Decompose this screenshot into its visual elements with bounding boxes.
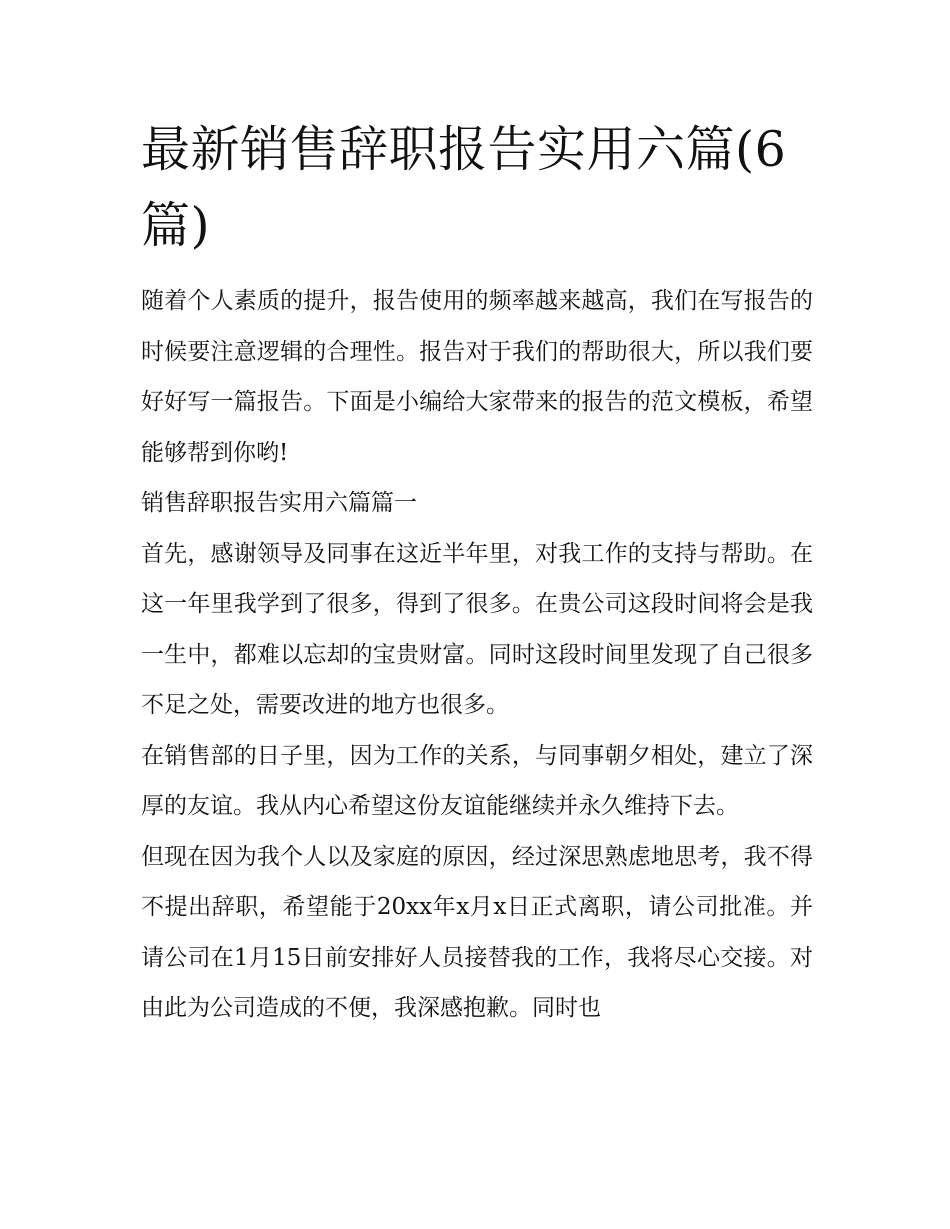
document-body [141,112,813,1034]
body-paragraph: 首先，感谢领导及同事在这近半年里，对我工作的支持与帮助。在这一年里我学到了很多，得到了很多。在贵公司这段时间将会是我一生中，都难以忘却的宝贵财富。同时这段时间里发现了自己很多不足之处，需要改进的地方也很多。 [141,540,813,718]
intro-paragraph: 随着个人素质的提升，报告使用的频率越来越高，我们在写报告的时候要注意逻辑的合理性。报告对于我们的帮助很大，所以我们要好好写一篇报告。下面是小编给大家带来的报告的范文模板，希望能够帮到你哟! [141,288,813,466]
body-paragraph: 在销售部的日子里，因为工作的关系，与同事朝夕相处，建立了深厚的友谊。我从内心希望这份友谊能继续并永久维持下去。 [141,742,813,819]
document-title: 最新销售辞职报告实用六篇(6篇) [141,121,787,254]
body-paragraph: 但现在因为我个人以及家庭的原因，经过深思熟虑地思考，我不得不提出辞职，希望能于20xx年x月x日正式离职，请公司批准。并请公司在1月15日前安排好人员接替我的工作，我将尽心交接。对由此为公司造成的不便，我深感抱歉。同时也 [141,843,813,1021]
section-heading: 销售辞职报告实用六篇篇一 [141,490,417,516]
